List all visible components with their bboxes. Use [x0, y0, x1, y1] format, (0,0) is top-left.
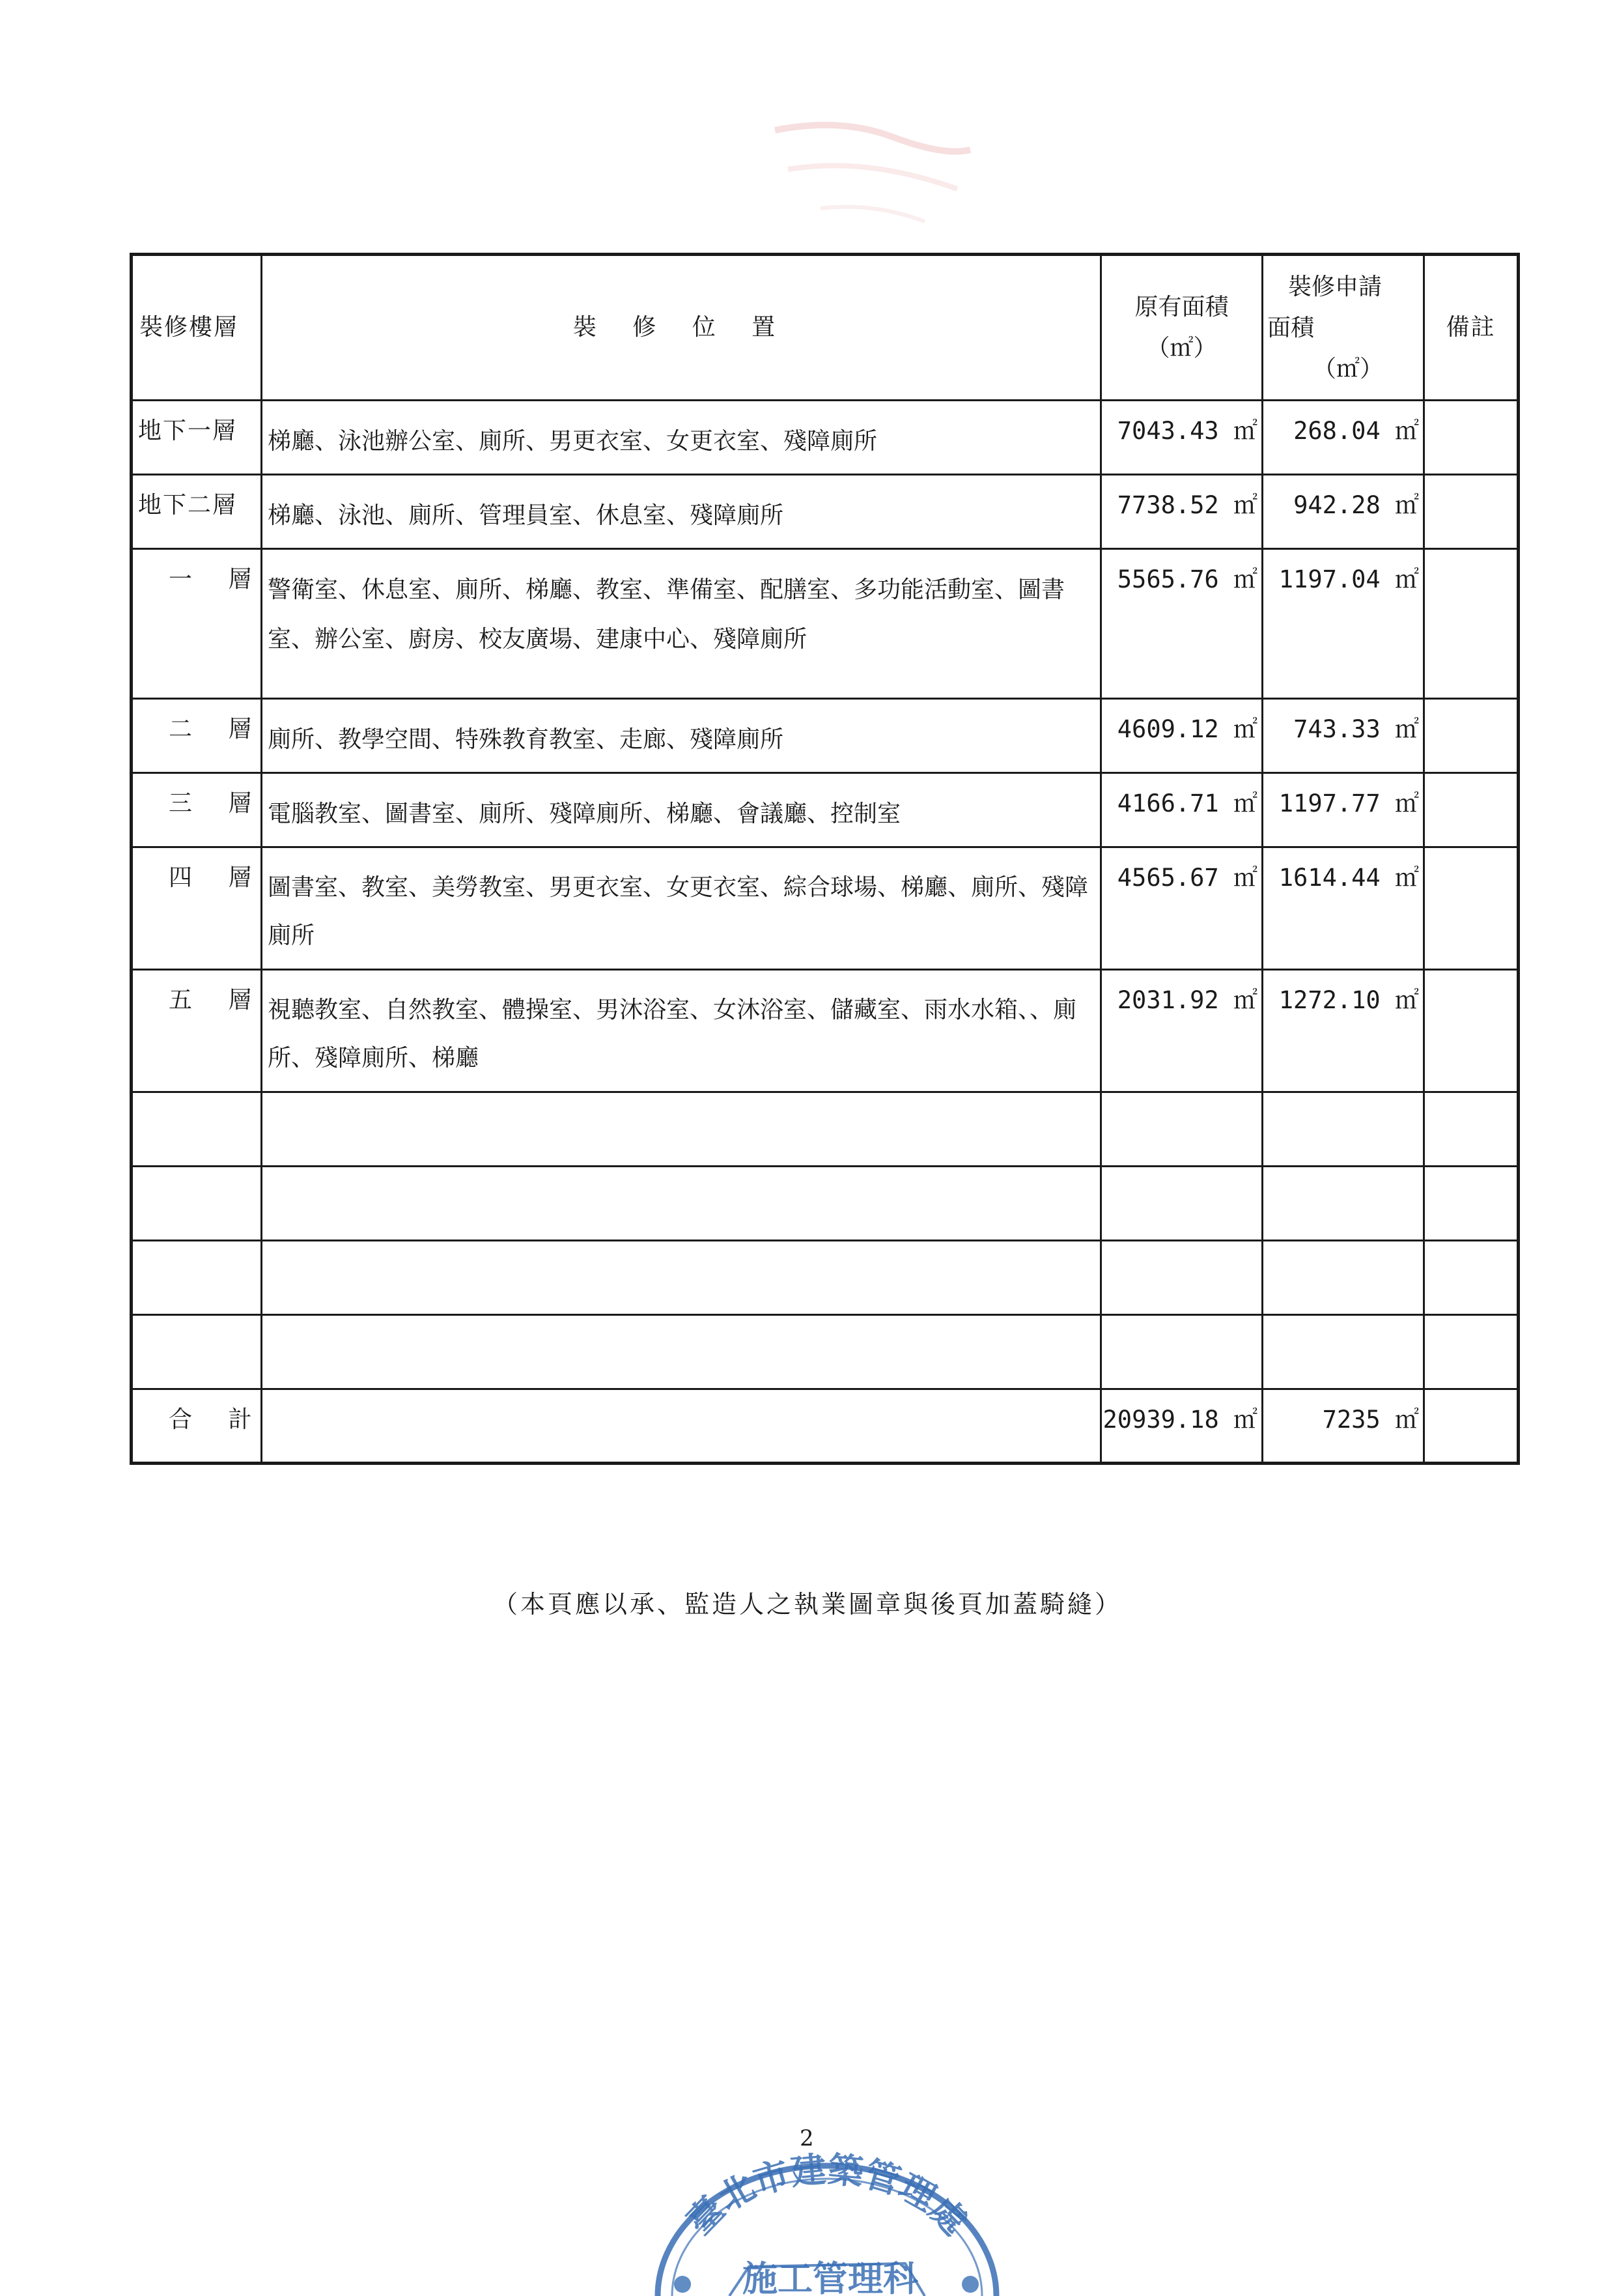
- header-location: 裝 修 位 置: [262, 255, 1101, 401]
- total-label: 合 計: [132, 1389, 262, 1464]
- original-area-cell: 2031.92 ㎡: [1101, 970, 1263, 1092]
- table-row: [132, 699, 1519, 773]
- table-row: [132, 549, 1519, 699]
- seal-upper-text: 臺北市建築管理處: [678, 2147, 976, 2243]
- renovation-area-table: [130, 253, 1520, 1465]
- empty-row: [132, 1092, 1519, 1167]
- location-cell: 梯廳、泳池辦公室、廁所、男更衣室、女更衣室、殘障廁所: [262, 401, 1101, 475]
- table-row: [132, 401, 1519, 475]
- remarks-cell: [1424, 401, 1519, 475]
- empty-row: [132, 1241, 1519, 1315]
- red-smudge-mark: [762, 111, 983, 234]
- header-original-area-unit: （㎡）: [1146, 335, 1217, 361]
- original-area-cell: 4166.71 ㎡: [1101, 773, 1263, 847]
- original-area-cell: 7043.43 ㎡: [1101, 401, 1263, 475]
- total-row: [132, 1389, 1519, 1464]
- apply-area-cell: 1197.04 ㎡: [1263, 549, 1424, 699]
- table-row: [132, 773, 1519, 847]
- footnote: （本頁應以承、監造人之執業圖章與後頁加蓋騎縫）: [492, 1590, 1122, 1619]
- plum-blossom-icon: [674, 2276, 691, 2293]
- apply-area-cell: 942.28 ㎡: [1263, 475, 1424, 549]
- total-original-area: 20939.18 ㎡: [1101, 1389, 1263, 1464]
- original-area-cell: 4609.12 ㎡: [1101, 699, 1263, 773]
- location-cell: 電腦教室、圖書室、廁所、殘障廁所、梯廳、會議廳、控制室: [262, 773, 1101, 847]
- original-area-cell: 4565.67 ㎡: [1101, 847, 1263, 970]
- table-header-row: [132, 255, 1519, 401]
- empty-row: [132, 1315, 1519, 1389]
- total-remarks-cell: [1424, 1389, 1519, 1464]
- location-cell: 廁所、教學空間、特殊教育教室、走廊、殘障廁所: [262, 699, 1101, 773]
- table-row: [132, 475, 1519, 549]
- total-location-cell: [262, 1389, 1101, 1464]
- header-apply-area: [1263, 255, 1424, 401]
- empty-row: [132, 1167, 1519, 1241]
- location-cell: 視聽教室、自然教室、體操室、男沐浴室、女沐浴室、儲藏室、雨水水箱、、廁所、殘障廁所、梯廳: [262, 970, 1101, 1092]
- header-apply-area-label-2: 面積: [1267, 314, 1315, 341]
- floor-cell: 四 層: [132, 847, 262, 970]
- header-floor: 裝修樓層: [132, 255, 262, 401]
- original-area-cell: 5565.76 ㎡: [1101, 549, 1263, 699]
- apply-area-cell: 743.33 ㎡: [1263, 699, 1424, 773]
- apply-area-cell: 268.04 ㎡: [1263, 401, 1424, 475]
- header-apply-area-unit: （㎡）: [1313, 355, 1384, 382]
- floor-cell: 地下一層: [132, 401, 262, 475]
- header-original-area-label: 原有面積: [1134, 294, 1229, 320]
- apply-area-cell: 1272.10 ㎡: [1263, 970, 1424, 1092]
- floor-cell: 二 層: [132, 699, 262, 773]
- remarks-cell: [1424, 699, 1519, 773]
- floor-cell: 地下二層: [132, 475, 262, 549]
- floor-cell: 五 層: [132, 970, 262, 1092]
- remarks-cell: [1424, 847, 1519, 970]
- page-number: 2: [800, 2125, 814, 2151]
- seal-lower-text: 施工管理科: [742, 2258, 918, 2296]
- official-seal-stamp: [645, 2140, 1009, 2296]
- floor-cell: 一 層: [132, 549, 262, 699]
- original-area-cell: 7738.52 ㎡: [1101, 475, 1263, 549]
- svg-text:臺北市建築管理處: [679, 2148, 976, 2243]
- apply-area-cell: 1197.77 ㎡: [1263, 773, 1424, 847]
- table-row: [132, 970, 1519, 1092]
- location-cell: 圖書室、教室、美勞教室、男更衣室、女更衣室、綜合球場、梯廳、廁所、殘障廁所: [262, 847, 1101, 970]
- table-row: [132, 847, 1519, 970]
- header-apply-area-label-1: 裝修申請: [1288, 273, 1383, 300]
- apply-area-cell: 1614.44 ㎡: [1263, 847, 1424, 970]
- plum-blossom-icon: [962, 2276, 979, 2293]
- location-cell: 梯廳、泳池、廁所、管理員室、休息室、殘障廁所: [262, 475, 1101, 549]
- remarks-cell: [1424, 970, 1519, 1092]
- header-remarks: 備註: [1424, 255, 1519, 401]
- remarks-cell: [1424, 475, 1519, 549]
- remarks-cell: [1424, 549, 1519, 699]
- location-cell: 警衛室、休息室、廁所、梯廳、教室、準備室、配膳室、多功能活動室、圖書室、辦公室、廚房、校友廣場、建康中心、殘障廁所: [262, 549, 1101, 699]
- header-original-area: [1101, 255, 1263, 401]
- total-apply-area: 7235 ㎡: [1263, 1389, 1424, 1464]
- remarks-cell: [1424, 773, 1519, 847]
- floor-cell: 三 層: [132, 773, 262, 847]
